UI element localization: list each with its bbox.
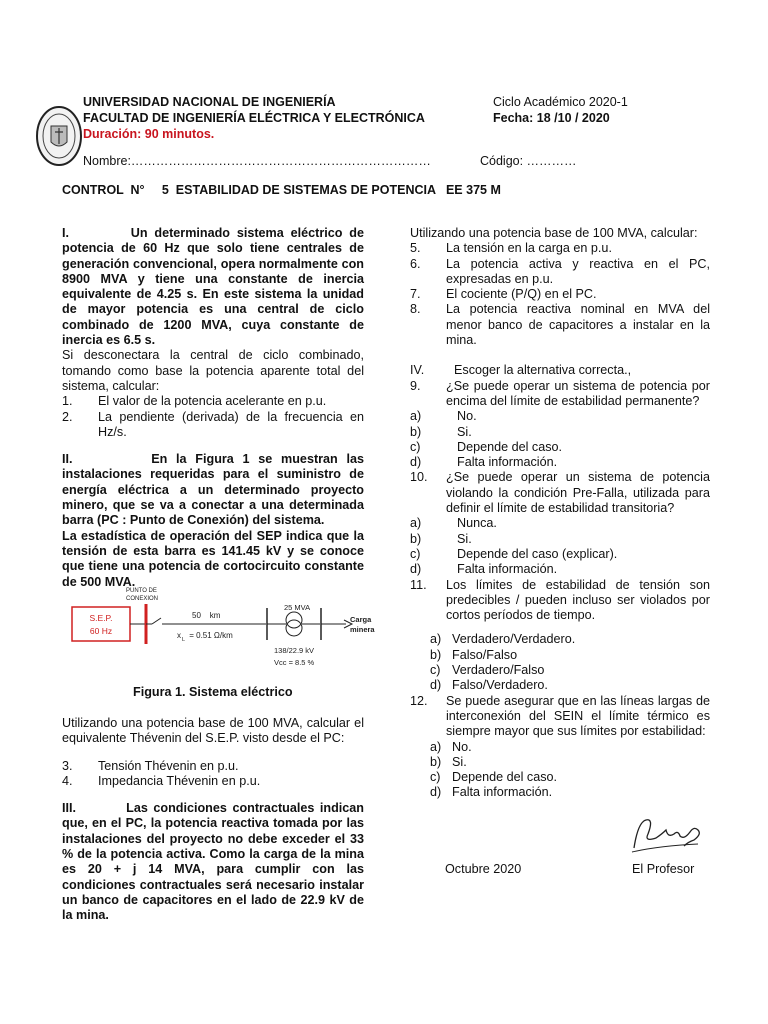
breaker-icon xyxy=(152,618,161,624)
option-text: Falso/Falso xyxy=(452,647,518,662)
item-number: 2. xyxy=(62,409,73,424)
line-length: 50 km xyxy=(192,611,221,620)
option xyxy=(410,547,710,562)
list-item xyxy=(62,774,364,789)
option-text: Depende del caso (explicar). xyxy=(457,546,618,561)
item-text: Tensión Thévenin en p.u. xyxy=(98,758,239,773)
right-column xyxy=(410,226,710,801)
option xyxy=(410,648,710,663)
item-text: El cociente (P/Q) en el PC. xyxy=(446,287,597,302)
reactance-subscript: L xyxy=(182,637,186,643)
question-text: Los límites de estabilidad de tensión son predecibles / pueden incluso ser violados por cortos períodos de tiempo. xyxy=(446,577,710,623)
transformer-power: 25 MVA xyxy=(284,603,311,612)
option xyxy=(410,409,710,424)
option xyxy=(410,740,710,755)
question-9 xyxy=(410,379,710,410)
option-letter: a) xyxy=(430,739,442,754)
control-title: CONTROL N° 5 ESTABILIDAD DE SISTEMAS DE POTENCIA EE 375 M xyxy=(62,183,501,197)
question-text: ¿Se puede operar un sistema de potencia violando la condición Pre-Falla, utilizada para definir el límite de estabilidad transitoria? xyxy=(446,470,710,516)
footer-signer: El Profesor xyxy=(632,862,695,876)
item-number: 3. xyxy=(62,758,73,773)
item-text: La potencia activa y reactiva en el PC, expresadas en p.u. xyxy=(446,256,710,286)
option-letter: a) xyxy=(430,632,442,647)
list-item xyxy=(62,394,364,409)
option xyxy=(410,632,710,647)
university-seal-icon xyxy=(36,106,82,166)
reactance-value: = 0.51 Ω/km xyxy=(187,631,233,640)
question-number: 9. xyxy=(410,378,421,393)
exam-duration: Duración: 90 minutos. xyxy=(83,127,215,141)
option-text: Falta información. xyxy=(457,562,558,577)
exam-date: Fecha: 18 /10 / 2020 xyxy=(493,111,610,125)
option xyxy=(410,770,710,785)
figure-1-diagram xyxy=(62,580,382,680)
option-letter: b) xyxy=(410,424,422,439)
option xyxy=(410,562,710,577)
section-1-statement: I. Un determinado sistema eléctrico de potencia de 60 Hz que solo tiene centrales de generación convencional, opera normalmente con 8900 MVA y tiene una constante de inercia equivalente de 4.25 s. En este sistema la unidad de mayor potencia es una central de ciclo combinado de 1200 MVA, cuya constante de inercia es 6.5 s. xyxy=(62,226,368,348)
section-4-heading xyxy=(410,363,710,378)
option-text: Falso/Verdadero. xyxy=(452,678,548,693)
option-text: Falta información. xyxy=(452,785,553,800)
option-text: Depende del caso. xyxy=(452,770,558,785)
section-1-text: Si desconectara la central de ciclo combinado, tomando como base la potencia aparente total del sistema, calcular: xyxy=(62,348,364,393)
option xyxy=(410,425,710,440)
question-11 xyxy=(410,578,710,624)
option xyxy=(410,516,710,531)
list-item xyxy=(62,410,364,441)
section-3-intro: Utilizando una potencia base de 100 MVA, calcular: xyxy=(410,226,698,240)
sep-label: S.E.P. xyxy=(89,613,113,623)
section-3-statement: III. Las condiciones contractuales indican que, en el PC, la potencia reactiva tomada por las instalaciones del proyecto no debe exceder el 33 % de la potencia activa. Como la carga de la mina es 20 + j 14 MVA, para cumplir con las condiciones contractuales será necesario instalar un banco de capacitores en el lado de 22.9 kV de la mina. xyxy=(62,801,368,923)
item-number: 4. xyxy=(62,773,73,788)
option xyxy=(410,755,710,770)
question-text: ¿Se puede operar un sistema de potencia por encima del límite de estabilidad permanente? xyxy=(446,378,710,408)
list-item xyxy=(410,241,710,256)
section-2-text: Utilizando una potencia base de 100 MVA, calcular el equivalente Thévenin del S.E.P. visto desde el PC: xyxy=(62,716,364,746)
item-text: Impedancia Thévenin en p.u. xyxy=(98,773,261,788)
pc-label-2: CONEXION xyxy=(126,596,159,602)
faculty-name: FACULTAD DE INGENIERÍA ELÉCTRICA Y ELECTRÓNICA xyxy=(83,111,425,125)
item-text: El valor de la potencia acelerante en p.u. xyxy=(98,394,327,409)
section-2-statement-2: La estadística de operación del SEP indica que la tensión de esta barra es 141.45 kV y se conoce que tiene una potencia de cortocircuito constante de 500 MVA. xyxy=(62,528,364,589)
section-heading-text: Escoger la alternativa correcta., xyxy=(454,363,632,378)
question-number: 10. xyxy=(410,470,428,485)
option-letter: b) xyxy=(410,531,422,546)
option-letter: c) xyxy=(430,663,441,678)
item-number: 8. xyxy=(410,302,421,317)
option-text: Verdadero/Verdadero. xyxy=(452,632,576,647)
item-text: La pendiente (derivada) de la frecuencia en Hz/s. xyxy=(98,409,364,439)
list-item xyxy=(410,302,710,348)
list-item xyxy=(410,257,710,288)
option-letter: c) xyxy=(430,770,441,785)
university-name: UNIVERSIDAD NACIONAL DE INGENIERÍA xyxy=(83,95,336,109)
option xyxy=(410,663,710,678)
item-number: 5. xyxy=(410,241,421,256)
question-number: 11. xyxy=(410,577,427,592)
option-text: Si. xyxy=(457,531,472,546)
option-letter: a) xyxy=(410,409,422,424)
question-number: 12. xyxy=(410,693,428,708)
item-text: La tensión en la carga en p.u. xyxy=(446,241,612,256)
option-letter: d) xyxy=(430,785,442,800)
option-letter: b) xyxy=(430,647,442,662)
list-item xyxy=(410,287,710,302)
transformer-vcc: Vcc = 8.5 % xyxy=(274,658,315,667)
load-label-2: minera xyxy=(350,625,375,634)
option-text: No. xyxy=(457,409,477,424)
left-column-lower xyxy=(62,716,368,924)
option-text: Nunca. xyxy=(457,516,497,531)
option xyxy=(410,455,710,470)
transformer-ratio: 138/22.9 kV xyxy=(274,646,315,655)
option xyxy=(410,678,710,693)
name-field: Nombre:……………………………………………………………… xyxy=(83,154,431,168)
code-field: Código: ………… xyxy=(480,154,577,168)
pc-label-1: PUNTO DE xyxy=(126,588,157,594)
option-text: Verdadero/Falso xyxy=(452,663,545,678)
option-letter: c) xyxy=(410,546,421,561)
figure-caption: Figura 1. Sistema eléctrico xyxy=(133,685,293,699)
option-text: Si. xyxy=(457,424,472,439)
option xyxy=(410,532,710,547)
item-text: La potencia reactiva nominal en MVA del menor banco de capacitores a instalar en la mina. xyxy=(446,302,710,348)
option-text: Depende del caso. xyxy=(457,439,563,454)
question-text: Se puede asegurar que en las líneas largas de interconexión del SEIN el límite térmico es siempre mayor que sus límites por estabilidad: xyxy=(446,693,710,739)
option-letter: d) xyxy=(430,678,442,693)
option-text: No. xyxy=(452,739,472,754)
question-12 xyxy=(410,694,710,740)
option xyxy=(410,440,710,455)
question-10 xyxy=(410,470,710,516)
reactance-symbol: x xyxy=(177,631,181,640)
item-number: 7. xyxy=(410,287,421,302)
option-letter: c) xyxy=(410,439,421,454)
option-text: Falta información. xyxy=(457,455,558,470)
footer-date: Octubre 2020 xyxy=(445,862,522,876)
sep-frequency: 60 Hz xyxy=(89,626,113,636)
section-2-statement: II. En la Figura 1 se muestran las instalaciones requeridas para el suministro de energía eléctrica a un determinado proyecto minero, que se va a conectar a una determinada barra (PC : Punto de Conexión) del sistema. xyxy=(62,452,368,528)
section-number: IV. xyxy=(410,363,425,378)
academic-cycle: Ciclo Académico 2020-1 xyxy=(493,95,628,109)
option-letter: b) xyxy=(430,754,442,769)
signature-icon xyxy=(628,812,712,858)
item-number: 1. xyxy=(62,394,73,409)
option-letter: a) xyxy=(410,516,422,531)
option-text: Si. xyxy=(452,754,467,769)
left-column xyxy=(62,226,368,590)
item-number: 6. xyxy=(410,256,421,271)
list-item xyxy=(62,759,364,774)
load-label-1: Carga xyxy=(350,615,372,624)
option xyxy=(410,785,710,800)
option-letter: d) xyxy=(410,562,422,577)
option-letter: d) xyxy=(410,455,422,470)
